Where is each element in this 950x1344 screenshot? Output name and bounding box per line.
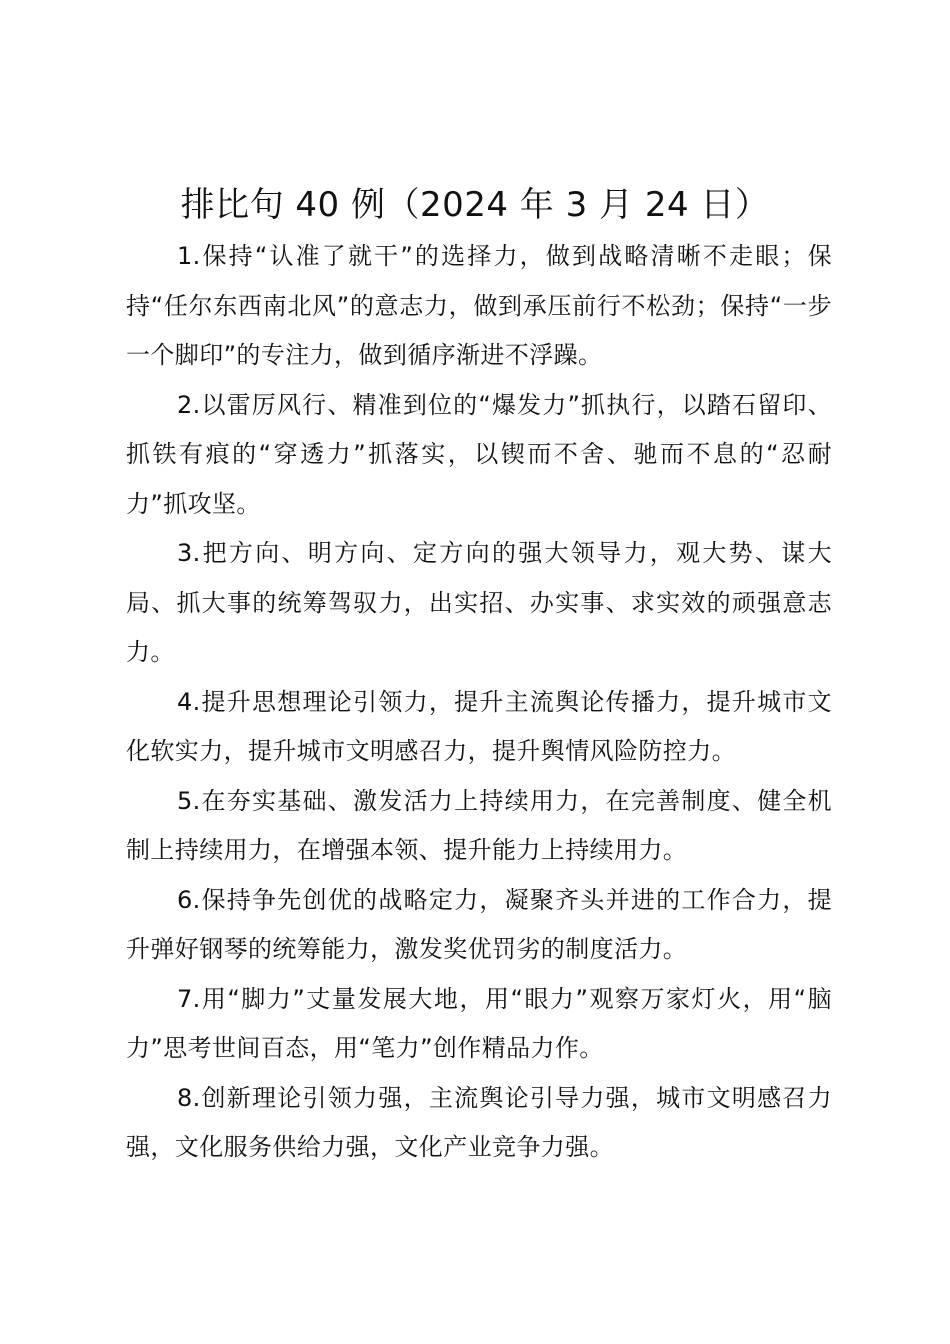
paragraph-2: 2.以雷厉风行、精准到位的“爆发力”抓执行，以踏石留印、抓铁有痕的“穿透力”抓落实，以锲而不舍、驰而不息的“忍耐力”抓攻坚。 bbox=[126, 390, 832, 518]
paragraph-1: 1.保持“认准了就干”的选择力，做到战略清晰不走眼；保持“任尔东西南北风”的意志力，做到承压前行不松劲；保持“一步一个脚印”的专注力，做到循序渐进不浮躁。 bbox=[126, 242, 832, 369]
paragraph-5: 5.在夯实基础、激发活力上持续用力，在完善制度、健全机制上持续用力，在增强本领、提升能力上持续用力。 bbox=[126, 786, 832, 864]
document-title: 排比句 40 例（2024 年 3 月 24 日） bbox=[180, 185, 770, 225]
paragraph-3: 3.把方向、明方向、定方向的强大领导力，观大势、谋大局、抓大事的统筹驾驭力，出实招、办实事、求实效的顽强意志力。 bbox=[126, 539, 832, 666]
paragraph-7: 7.用“脚力”丈量发展大地，用“眼力”观察万家灯火，用“脑力”思考世间百态，用“笔力”创作精品力作。 bbox=[126, 984, 832, 1062]
paragraph-4: 4.提升思想理论引领力，提升主流舆论传播力，提升城市文化软实力，提升城市文明感召力，提升舆情风险防控力。 bbox=[126, 687, 832, 765]
paragraph-6: 6.保持争先创优的战略定力，凝聚齐头并进的工作合力，提升弹好钢琴的统筹能力，激发奖优罚劣的制度活力。 bbox=[126, 885, 832, 963]
document-body bbox=[126, 232, 832, 1173]
paragraph-8: 8.创新理论引领力强，主流舆论引导力强，城市文明感召力强，文化服务供给力强，文化产业竞争力强。 bbox=[126, 1083, 832, 1161]
